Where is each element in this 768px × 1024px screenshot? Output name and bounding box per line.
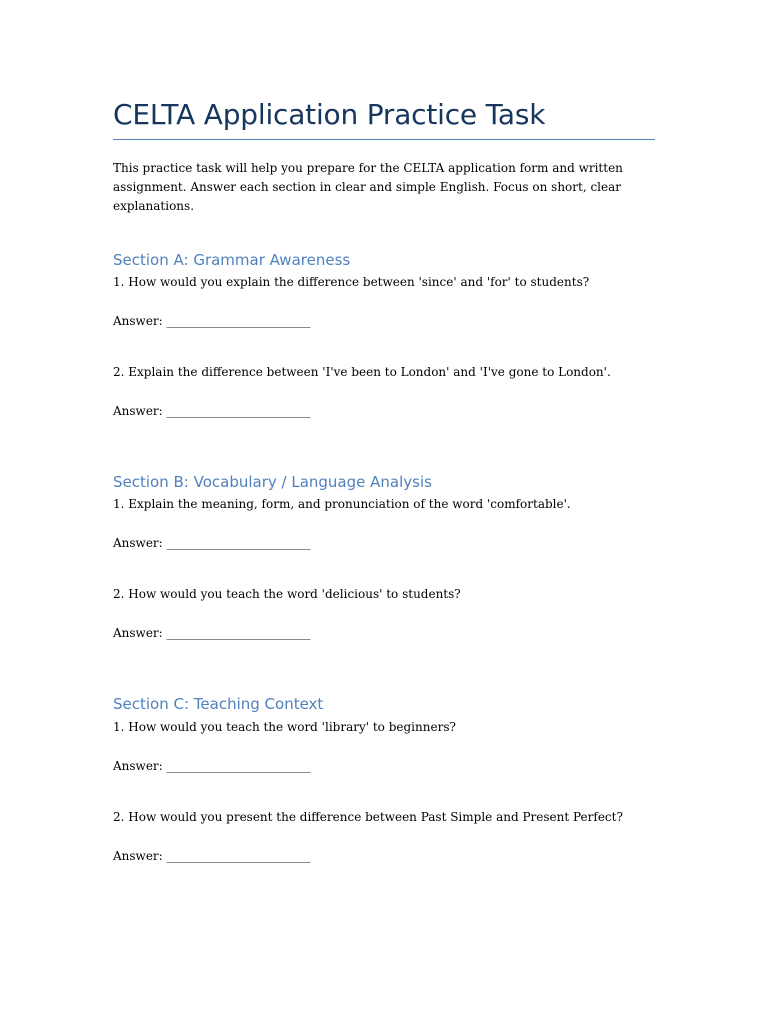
section-a-answer-1: Answer: ________________________: [113, 314, 311, 328]
section-b-heading: Section B: Vocabulary / Language Analysis: [113, 473, 432, 491]
section-b-answer-1: Answer: ________________________: [113, 536, 311, 550]
section-a-question-1: 1. How would you explain the difference between 'since' and 'for' to students?: [113, 275, 590, 289]
section-c-question-2: 2. How would you present the difference between Past Simple and Present Perfect?: [113, 810, 623, 824]
section-c-heading: Section C: Teaching Context: [113, 695, 324, 713]
section-b-question-1: 1. Explain the meaning, form, and pronunciation of the word 'comfortable'.: [113, 497, 571, 511]
intro-paragraph: This practice task will help you prepare for the CELTA application form and written assignment. Answer each section in clear and simple English. Focus on short, clear explanations.: [113, 161, 623, 213]
section-a-heading: Section A: Grammar Awareness: [113, 251, 351, 269]
section-a-answer-2: Answer: ________________________: [113, 404, 311, 418]
section-c-question-1: 1. How would you teach the word 'library' to beginners?: [113, 720, 456, 734]
title-underline: [113, 139, 655, 140]
section-c-answer-1: Answer: ________________________: [113, 759, 311, 773]
section-b-answer-2: Answer: ________________________: [113, 626, 311, 640]
section-a-question-2: 2. Explain the difference between 'I've been to London' and 'I've gone to London'.: [113, 365, 611, 379]
section-c-answer-2: Answer: ________________________: [113, 849, 311, 863]
page-title: CELTA Application Practice Task: [113, 98, 546, 131]
section-b-question-2: 2. How would you teach the word 'delicious' to students?: [113, 587, 461, 601]
